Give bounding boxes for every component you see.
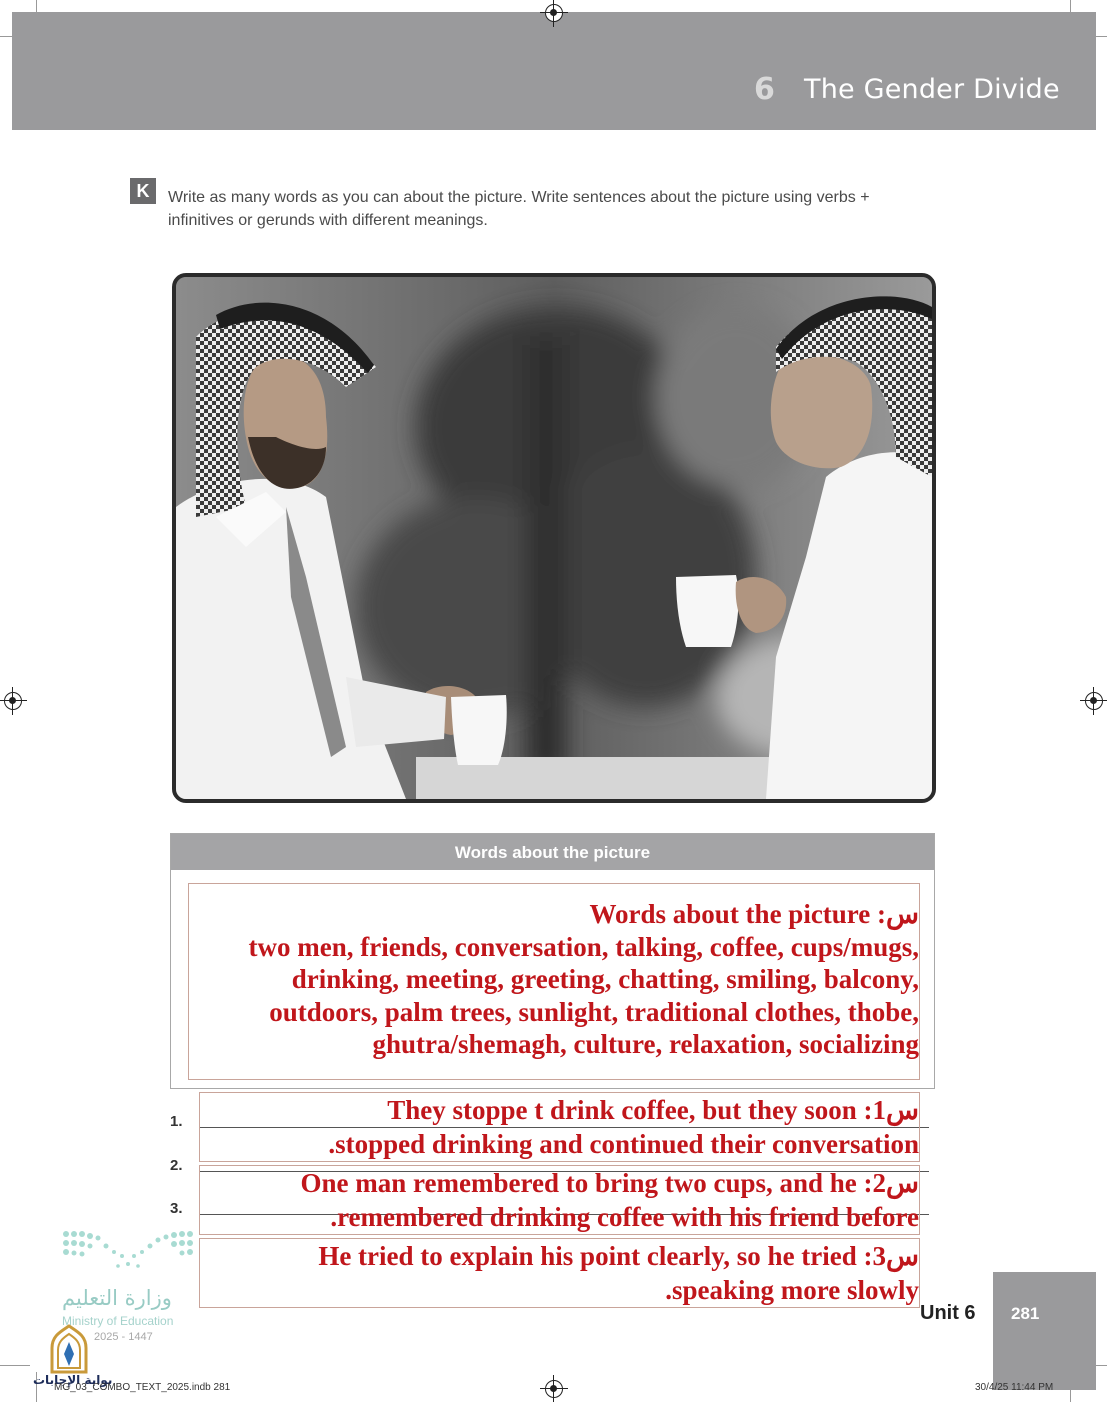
- answer-line: drinking, meeting, greeting, chatting, smiling, balcony,: [291, 964, 919, 994]
- exercise-letter-badge: K: [130, 178, 156, 204]
- ministry-logo-icon: [62, 1228, 198, 1276]
- sentence-answer-line: .speaking more slowly: [665, 1275, 919, 1305]
- crop-mark: [0, 1365, 30, 1366]
- answer-line: outdoors, palm trees, sunlight, traditional clothes, thobe,: [269, 996, 919, 1027]
- page-number-tab: [993, 1272, 1096, 1390]
- ministry-year: 2025 - 1447: [94, 1331, 153, 1343]
- registration-mark-icon: [4, 692, 22, 710]
- sentence-number: 3.: [170, 1200, 183, 1217]
- registration-mark-icon: [1085, 692, 1103, 710]
- words-section-heading: Words about the picture: [171, 834, 934, 870]
- ministry-arabic-name: وزارة التعليم: [62, 1286, 172, 1310]
- portal-label: بوابة الإجابات: [33, 1373, 113, 1387]
- sentence-answer-line: He tried to explain his point clearly, so he tried :3س: [318, 1241, 919, 1271]
- portal-logo-icon: [48, 1324, 90, 1374]
- answer-line: Words about the picture :س: [589, 899, 919, 929]
- unit-number: 6: [754, 72, 775, 107]
- answer-line: two men, friends, conversation, talking, coffee, cups/mugs,: [248, 931, 919, 962]
- sentence-answer-box: [199, 1092, 920, 1162]
- answer-line: ghutra/shemagh, culture, relaxation, socializing: [372, 1029, 919, 1059]
- registration-mark-icon: [545, 4, 563, 22]
- unit-title: The Gender Divide: [804, 74, 1060, 105]
- sentence-answer-line: They stoppe t drink coffee, but they soon :1س: [387, 1095, 919, 1125]
- chapter-header-band: [12, 12, 1096, 130]
- print-file-name: MG_03_COMBO_TEXT_2025.indb 281: [54, 1382, 231, 1393]
- footer-unit-label: Unit 6: [920, 1302, 976, 1324]
- sentence-answer-line: .remembered drinking coffee with his friend before: [330, 1202, 919, 1232]
- sentence-answer-line: .stopped drinking and continued their conversation: [328, 1129, 919, 1159]
- registration-mark-icon: [545, 1380, 563, 1398]
- page-number: 281: [1011, 1304, 1040, 1323]
- sentence-answer-line: One man remembered to bring two cups, and he :2س: [300, 1168, 919, 1198]
- sentence-answer-box: [199, 1238, 920, 1308]
- sentence-number: 1.: [170, 1113, 183, 1130]
- ministry-english-name: Ministry of Education: [62, 1314, 174, 1328]
- sentence-answer-box: [199, 1165, 920, 1235]
- words-answer-box: [188, 883, 920, 1080]
- exercise-instructions: Write as many words as you can about the picture. Write sentences about the picture using verbs + infinitives or gerunds with different meanings.: [168, 189, 870, 229]
- exercise-photo: [172, 273, 936, 803]
- sentence-number: 2.: [170, 1157, 183, 1174]
- print-date: 30/4/25 11:44 PM: [975, 1382, 1054, 1393]
